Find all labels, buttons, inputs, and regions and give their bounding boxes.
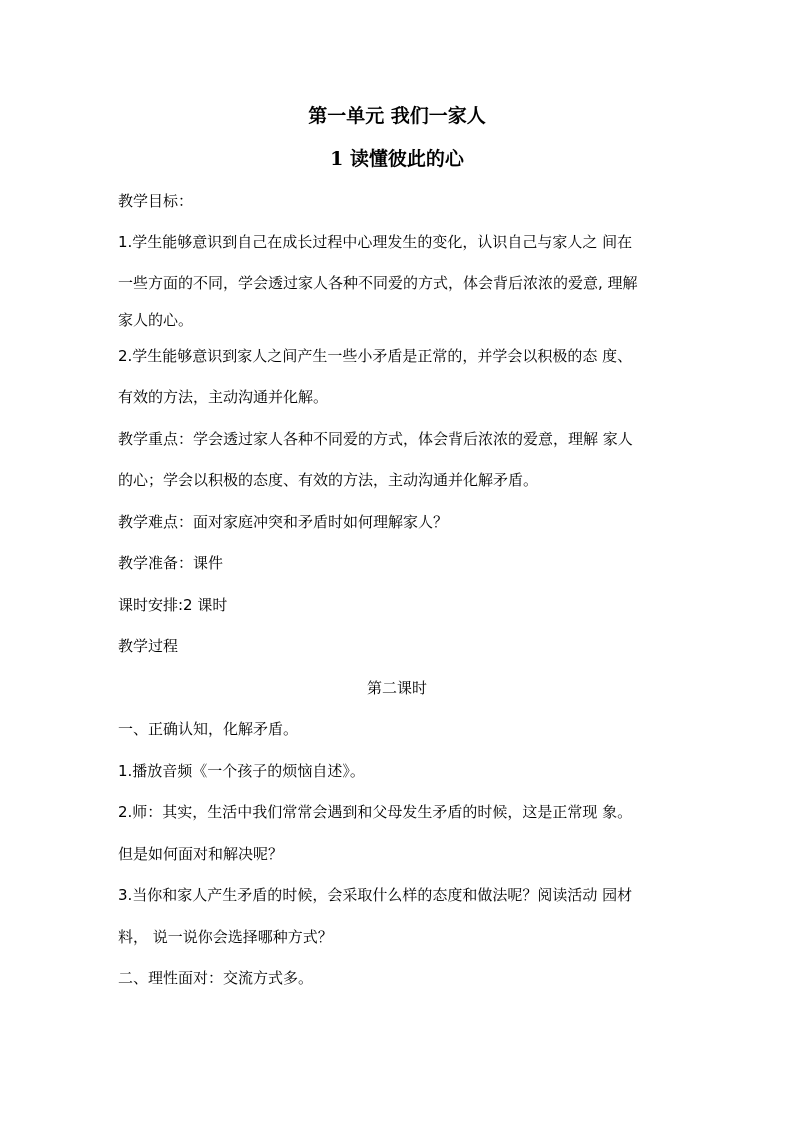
step-3-line-1: 3.当你和家人产生矛盾的时候，会采取什么样的态度和做法呢？阅读活动 园材 — [118, 886, 633, 904]
lesson-title: 1 读懂彼此的心 — [330, 148, 464, 170]
objective-1-line-3: 家人的心。 — [118, 311, 194, 329]
preparation-line: 教学准备：课件 — [118, 554, 224, 572]
objectives-heading: 教学目标： — [118, 192, 194, 210]
part-2-heading: 二、理性面对：交流方式多。 — [118, 969, 314, 987]
step-3-line-2: 料， 说一说你会选择哪种方式？ — [118, 928, 333, 946]
objective-2-line-1: 2.学生能够意识到家人之间产生一些小矛盾是正常的，并学会以积极的态 度、 — [118, 347, 633, 365]
step-2-line-1: 2.师：其实，生活中我们常常会遇到和父母发生矛盾的时候，这是正常现 象。 — [118, 803, 633, 821]
objective-2-line-2: 有效的方法，主动沟通并化解。 — [118, 388, 329, 406]
process-heading: 教学过程 — [118, 637, 179, 655]
difficulty-line: 教学难点：面对家庭冲突和矛盾时如何理解家人？ — [118, 513, 449, 531]
schedule-line: 课时安排:2 课时 — [118, 596, 228, 614]
part-1-heading: 一、正确认知，化解矛盾。 — [118, 720, 299, 738]
step-1-line: 1.播放音频《一个孩子的烦恼自述》。 — [118, 762, 365, 780]
step-2-line-2: 但是如何面对和解决呢？ — [118, 845, 284, 863]
unit-title: 第一单元 我们一家人 — [308, 105, 486, 127]
objective-1-line-2: 一些方面的不同，学会透过家人各种不同爱的方式，体会背后浓浓的爱意, 理解 — [118, 274, 638, 292]
objective-1-line-1: 1.学生能够意识到自己在成长过程中心理发生的变化，认识自己与家人之 间在 — [118, 233, 633, 251]
key-points-line-2: 的心；学会以积极的态度、有效的方法，主动沟通并化解矛盾。 — [118, 471, 539, 489]
key-points-line-1: 教学重点：学会透过家人各种不同爱的方式，体会背后浓浓的爱意，理解 家人 — [118, 430, 633, 448]
section-heading: 第二课时 — [366, 679, 427, 697]
